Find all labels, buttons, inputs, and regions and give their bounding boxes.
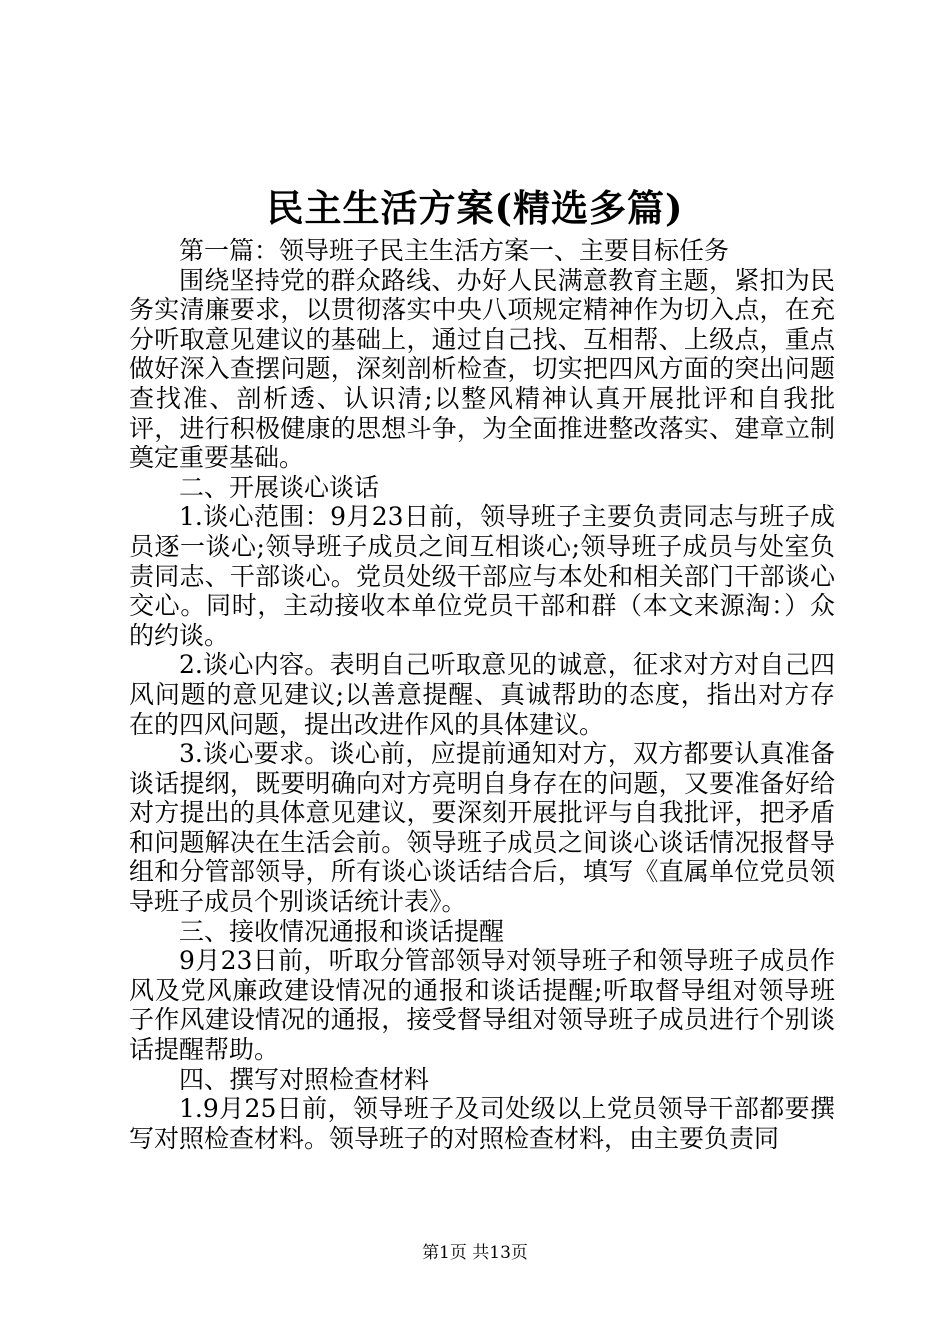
section-heading: 第一篇：领导班子民主生活方案一、主要目标任务 xyxy=(179,236,730,265)
body-paragraph: 3.谈心要求。谈心前，应提前通知对方，双方都要认真准备谈话提纲，既要明确向对方亮明自身存在的问题，又要准备好给对方提出的具体意见建议，要深刻开展批评与自我批评，把矛盾和问题解决在生活会前。领导班子成员之间谈心谈话情况报督导组和分管部领导，所有谈心谈话结合后，填写《直属单位党员领导班子成员个别谈话统计表》。 xyxy=(129,739,835,917)
document-body xyxy=(129,236,835,1153)
section-heading: 三、接收情况通报和谈话提醒 xyxy=(179,916,505,946)
body-paragraph: 9月23日前，听取分管部领导对领导班子和领导班子成员作风及党风廉政建设情况的通报和谈话提醒;听取督导组对领导班子作风建设情况的通报，接受督导组对领导班子成员进行个别谈话提醒帮助。 xyxy=(129,946,835,1065)
body-paragraph: 围绕坚持党的群众路线、办好人民满意教育主题，紧扣为民务实清廉要求，以贯彻落实中央八项规定精神作为切入点，在充分听取意见建议的基础上，通过自己找、互相帮、上级点，重点做好深入查摆问题，深刻剖析检查，切实把四风方面的突出问题查找准、剖析透、认识清;以整风精神认真开展批评和自我批评，进行积极健康的思想斗争，为全面推进整改落实、建章立制奠定重要基础。 xyxy=(129,265,835,473)
body-paragraph: 1.谈心范围：9月23日前，领导班子主要负责同志与班子成员逐一谈心;领导班子成员之间互相谈心;领导班子成员与处室负责同志、干部谈心。党员处级干部应与本处和相关部门干部谈心交心。同时，主动接收本单位党员干部和群（本文来源淘：）众的约谈。 xyxy=(129,502,835,650)
section-heading: 二、开展谈心谈话 xyxy=(179,472,380,502)
section-heading: 四、撰写对照检查材料 xyxy=(179,1064,430,1094)
body-paragraph: 1.9月25日前，领导班子及司处级以上党员领导干部都要撰写对照检查材料。领导班子的对照检查材料，由主要负责同 xyxy=(129,1094,835,1153)
document-title: 民主生活方案(精选多篇) xyxy=(266,186,684,230)
body-paragraph: 2.谈心内容。表明自己听取意见的诚意，征求对方对自己四风问题的意见建议;以善意提醒、真诚帮助的态度，指出对方存在的四风问题，提出改进作风的具体建议。 xyxy=(129,650,835,739)
page-footer: 第1页 共13页 xyxy=(422,1243,528,1263)
